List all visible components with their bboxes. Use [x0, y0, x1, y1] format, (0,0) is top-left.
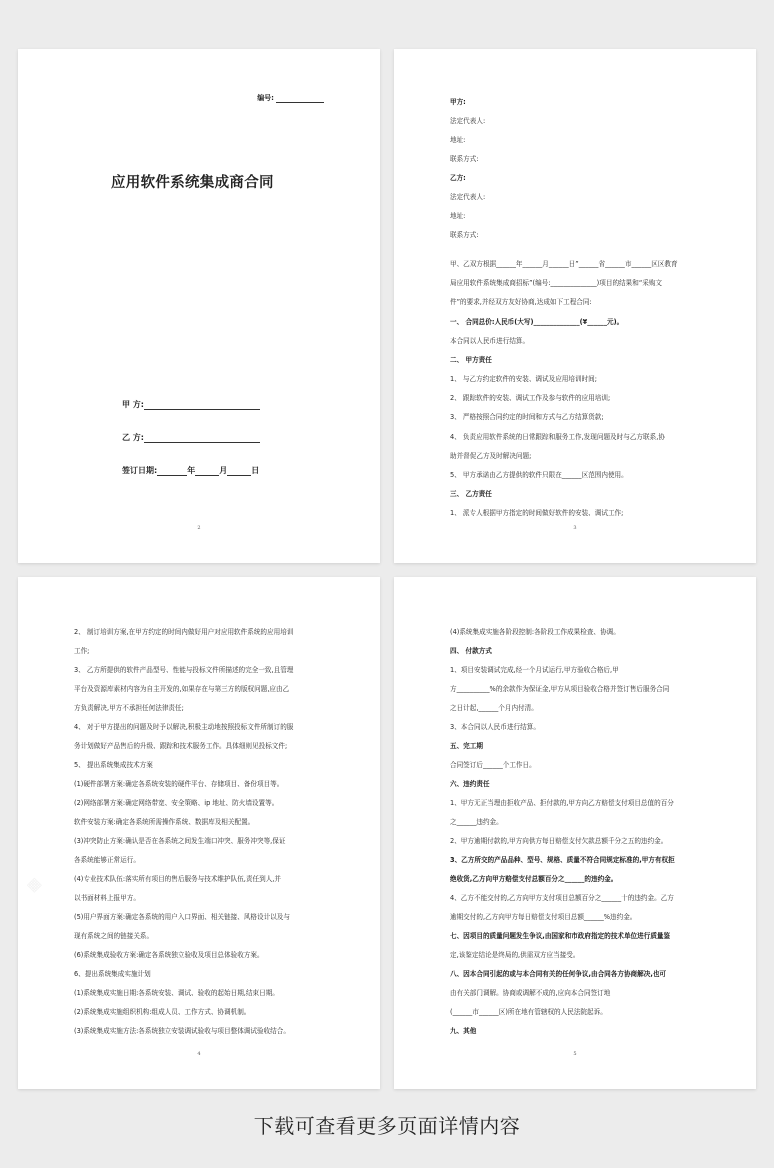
text-line: 绝收货,乙方向甲方赔偿支付总额百分之______的违约金。	[450, 875, 618, 883]
text-line: 方__________%的余款作为保证金,甲方从项目验收合格并签订售后服务合同	[450, 685, 670, 693]
party-b-blank	[144, 434, 260, 443]
text-line: 三、 乙方责任	[450, 490, 492, 498]
text-line: (1)硬件部署方案:确定各系统安装的硬件平台、存储项目、备份项目等。	[74, 780, 284, 788]
text-line: (3)冲突防止方案:确认是否在各系统之间发生端口冲突、服务冲突等,保证	[74, 837, 286, 845]
text-line: (5)用户界面方案:确定各系统的用户入口界面、相关链接、风格设计以及与	[74, 913, 290, 921]
text-line: (2)网络部署方案:确定网络带宽、安全策略、ip 地址、防火墙设置等。	[74, 799, 279, 807]
text-line: 五、完工期	[450, 742, 483, 750]
year-blank	[157, 467, 187, 476]
text-line: 地址:	[450, 212, 466, 220]
text-line: (6)系统集成验收方案:确定各系统独立验收及项目总体验收方案。	[74, 951, 264, 959]
text-line: 5、 提出系统集成技术方案	[74, 761, 153, 769]
watermark-mark: ▦	[24, 874, 45, 896]
party-b-label: 乙 方:	[122, 433, 144, 442]
text-line: 之日计起,______个月内付清。	[450, 704, 538, 712]
text-line: 2、甲方逾期付款的,甲方向供方每日赔偿支付欠款总额千分之五的违约金。	[450, 837, 668, 845]
text-line: 4、 负责应用软件系统的日常跟踪和服务工作,发现问题及时与乙方联系,协	[450, 433, 665, 441]
contract-number-label: 编号:	[257, 94, 274, 102]
text-line: 一、 合同总价:人民币(大写)______________(¥______元)。	[450, 318, 624, 326]
text-line: 联系方式:	[450, 155, 479, 163]
text-line: 平台及资源库素材内容为自主开发的,如果存在与第三方的版权问题,应由乙	[74, 685, 290, 693]
text-line: 3、 严格按照合同约定的时间和方式与乙方结算货款;	[450, 413, 604, 421]
year-label: 年	[187, 466, 196, 475]
page-number: 5	[573, 1051, 577, 1057]
text-line: (2)系统集成实施组织机构:组成人员、工作方式、协调机制。	[74, 1008, 251, 1016]
contract-title: 应用软件系统集成商合同	[111, 175, 274, 191]
text-line: 法定代表人:	[450, 117, 486, 125]
text-line: 局应用软件系统集成商招标”(编号:______________)项目的结果和“采购文	[450, 279, 663, 287]
day-label: 日	[251, 466, 260, 475]
page-number: 2	[197, 525, 201, 531]
page-payment-and-liability	[394, 577, 756, 1089]
text-line: 四、 付款方式	[450, 647, 492, 655]
text-line: 2、 跟踪软件的安装、调试工作及参与软件的应用培训;	[450, 394, 611, 402]
text-line: (4)专业技术队伍:落实所有项目的售后服务与技术维护队伍,责任到人,并	[74, 875, 281, 883]
text-line: 七、因项目的质量问题发生争议,由国家和市政府指定的技术单位进行质量鉴	[450, 932, 671, 940]
party-a-label: 甲 方:	[122, 400, 144, 409]
text-line: 1、 派专人根据甲方指定的时间做好软件的安装、调试工作;	[450, 509, 624, 517]
text-line: 甲、乙双方根据______年______月______日”______省______市______区区教育	[450, 260, 678, 268]
text-line: 本合同以人民币进行结算。	[450, 337, 530, 345]
contract-number-blank	[276, 95, 324, 103]
text-line: 逾期交付的,乙方向甲方每日赔偿支付项目总额______%违约金。	[450, 913, 637, 921]
text-line: (1)系统集成实施日期:各系统安装、调试、验收的起始日期,结束日期。	[74, 989, 279, 997]
text-line: 软件安装方案:确定各系统所需操作系统、数据库及相关配置。	[74, 818, 255, 826]
text-line: 乙方:	[450, 174, 466, 182]
page-number: 4	[197, 1051, 201, 1057]
text-line: 各系统能够正常运行。	[74, 856, 140, 864]
page-party-b-duties	[18, 577, 380, 1089]
page-cover	[18, 49, 380, 563]
text-line: 件”的要求,并经双方友好协商,达成如下工程合同:	[450, 298, 592, 306]
text-line: 1、 与乙方约定软件的安装、调试及应用培训时间;	[450, 375, 597, 383]
text-line: 2、 制订培训方案,在甲方约定的时间内做好用户对应用软件系统的应用培训	[74, 628, 294, 636]
text-line: 3、本合同以人民币进行结算。	[450, 723, 540, 731]
month-label: 月	[219, 466, 228, 475]
text-line: 地址:	[450, 136, 466, 144]
text-line: 之______违约金。	[450, 818, 503, 826]
text-line: 助并督促乙方及时解决问题;	[450, 452, 532, 460]
text-line: 3、乙方所交的产品品种、型号、规格、质量不符合同规定标准的,甲方有权拒	[450, 856, 675, 864]
text-line: 定,该鉴定结论是终局的,供需双方应当接受。	[450, 951, 580, 959]
text-line: 4、 对于甲方提出的问题及时予以解决,积极主动地按照投标文件所制订的服	[74, 723, 294, 731]
party-b-signature-row	[122, 432, 260, 443]
contract-number-field	[257, 93, 324, 103]
text-line: 八、因本合同引起的或与本合同有关的任何争议,由合同各方协商解决,也可	[450, 970, 667, 978]
day-blank	[227, 467, 251, 476]
text-line: 甲方:	[450, 98, 466, 106]
download-caption: 下载可查看更多页面详情内容	[253, 1114, 521, 1138]
text-line: 二、 甲方责任	[450, 356, 492, 364]
text-line: 法定代表人:	[450, 193, 486, 201]
text-line: 方负责解决,甲方不承担任何法律责任;	[74, 704, 184, 712]
text-line: 联系方式:	[450, 231, 479, 239]
sign-date-row	[122, 465, 259, 476]
text-line: 5、 甲方承诺由乙方提供的软件只限在______区范围内使用。	[450, 471, 628, 479]
text-line: 务计划做好产品售后的升级、跟踪和技术服务工作。具体细则见投标文件;	[74, 742, 288, 750]
page-number: 3	[573, 525, 577, 531]
text-line: (3)系统集成实施方法:各系统独立安装调试验收与项目整体调试验收结合。	[74, 1027, 290, 1035]
text-line: 现有系统之间的链接关系。	[74, 932, 154, 940]
text-line: 3、 乙方所提供的软件产品型号、性能与投标文件所描述的完全一致,且管理	[74, 666, 294, 674]
month-blank	[195, 467, 219, 476]
text-line: 工作;	[74, 647, 90, 655]
text-line: 6、提出系统集成实施计划	[74, 970, 151, 978]
text-line: 由有关部门调解。协商或调解不成的,应向本合同签订地	[450, 989, 611, 997]
text-line: 1、项目安装调试完成,经一个月试运行,甲方验收合格后,甲	[450, 666, 619, 674]
party-a-blank	[144, 401, 260, 410]
text-line: 合同签订后______个工作日。	[450, 761, 536, 769]
text-line: 六、违约责任	[450, 780, 490, 788]
party-a-signature-row	[122, 399, 260, 410]
text-line: 九、其他	[450, 1027, 477, 1035]
text-line: (______市______区)所在地有管辖权的人民法院起诉。	[450, 1008, 607, 1016]
text-line: 以书面材料上报甲方。	[74, 894, 140, 902]
sign-date-label: 签订日期:	[122, 466, 158, 475]
page-parties-and-duties	[394, 49, 756, 563]
text-line: 1、甲方无正当理由拒收产品、拒付款的,甲方向乙方赔偿支付项目总值的百分	[450, 799, 674, 807]
text-line: (4)系统集成实施各阶段控制:各阶段工作成果检查、协调。	[450, 628, 620, 636]
text-line: 4、乙方不能交付的,乙方向甲方支付项目总额百分之______十的违约金。乙方	[450, 894, 674, 902]
